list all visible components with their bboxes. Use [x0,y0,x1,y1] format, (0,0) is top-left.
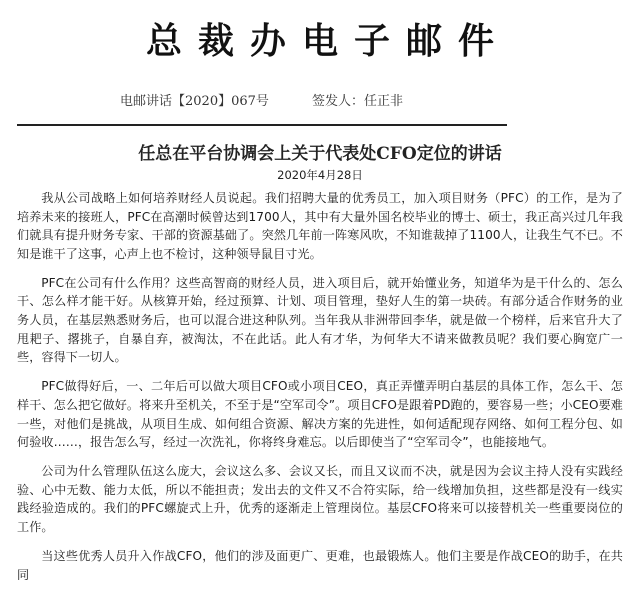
paragraph: 当这些优秀人员升入作战CFO，他们的涉及面更广、更难，也最锻炼人。他们主要是作战CEO的助手，在共同 [17,549,623,582]
header-divider [17,124,507,126]
signer: 签发人：任正非 [312,94,404,109]
article-body [17,189,623,595]
paragraph: PFC做得好后，一、二年后可以做大项目CFO或小项目CEO，真正弄懂弄明白基层的具体工作，怎么干、怎样干、怎么把它做好。将来升至机关，不至于是“空军司令”。项目CFO是跟着PD跑的，要容易一些；小CEO要难一些，对他们是挑战，从项目生成、如何组合资源、解决方案的先进性，如何适配现存网络、如何工程分包、如何验收……，报告怎么写，经过一次洗礼，你将终身难忘。以后即使当了“空军司令”，也能接地气。 [17,379,623,450]
paragraph: 公司为什么管理队伍这么庞大，会议这么多、会议又长，而且又议而不决，就是因为会议主持人没有实践经验、心中无数、能力太低，所以不能担责；发出去的文件又不合符实际，给一线增加负担，这些都是没有一线实践经验造成的。我们的PFC螺旋式上升，优秀的逐渐走上管理岗位。基层CFO将来可以接替机关一些重要岗位的工作。 [17,464,623,534]
article-title: 任总在平台协调会上关于代表处CFO定位的讲话 [138,144,502,164]
masthead-title: 总裁办电子邮件 [145,21,510,62]
paragraph: PFC在公司有什么作用？这些高智商的财经人员，进入项目后，就开始懂业务，知道华为是干什么的、怎么干、怎么样才能干好。从核算开始，经过预算、计划、项目管理，垫好人生的第一块砖。有部分适合作财务的业务人员，在基层熟悉财务后，也可以混合进这种队列。当年我从非洲带回李华，就是做一个榜样，后来官升大了甩耙子、撂挑子，自暴自弃，被淘汰，不在此话。此人有才华，为何华大不请来做教员呢？我们要心胸宽广一些，容得下一切人。 [17,275,623,365]
paragraph: 我从公司战略上如何培养财经人员说起。我们招聘大量的优秀员工，加入项目财务（PFC）的工作，是为了培养未来的接班人，PFC在高潮时候曾达到1700人，其中有大量外国名校毕业的博士、硕士，我正高兴过几年我们就具有提升财务专家、干部的资源基础了。突然几年前一阵寒风吹，不知谁裁掉了1100人，让我生气不已。不知是谁干了这事，心声上也不检讨，这种领导鼠目寸光。 [17,191,623,261]
document-number: 电邮讲话【2020】067号 [120,94,269,109]
article-date: 2020年4月28日 [277,168,363,182]
